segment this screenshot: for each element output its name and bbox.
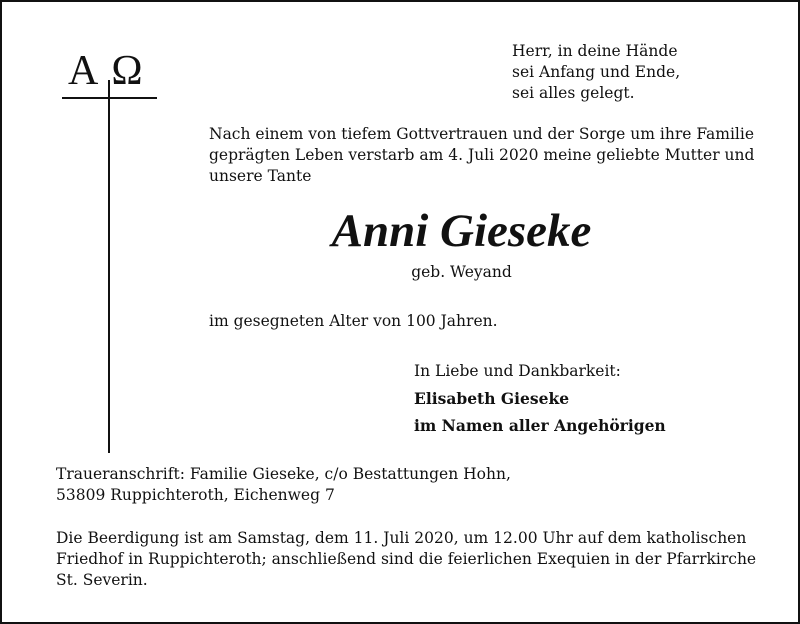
signoff-block [414, 358, 774, 439]
verse-line: sei alles gelegt. [512, 84, 635, 102]
signer-name: Elisabeth Gieseke [414, 389, 570, 408]
age-text: im gesegneten Alter von 100 Jahren. [209, 312, 498, 330]
deceased-name: Anni Gieseke [331, 205, 592, 257]
verse-line: sei Anfang und Ende, [512, 63, 681, 81]
burial-info: Die Beerdigung ist am Samstag, dem 11. Juli 2020, um 12.00 Uhr auf dem katholischen Friedhof in Ruppichteroth; anschließend sind die feierlichen Exequien in der Pfarrkirche St. Severin. [56, 529, 757, 589]
address-line: Traueranschrift: Familie Gieseke, c/o Bestattungen Hohn, [56, 465, 511, 483]
alpha-icon: Α [68, 48, 99, 94]
maiden-name: geb. Weyand [411, 263, 512, 281]
verse-block [512, 41, 762, 104]
address-line: 53809 Ruppichteroth, Eichenweg 7 [56, 486, 335, 504]
verse-line: Herr, in deine Hände [512, 42, 678, 60]
omega-icon: Ω [111, 48, 143, 94]
signoff-intro: In Liebe und Dankbarkeit: [414, 362, 621, 380]
signer-group: im Namen aller Angehörigen [414, 416, 666, 435]
alpha-omega-symbol [68, 50, 143, 92]
mourning-address [56, 464, 776, 506]
cross-vertical-bar [108, 80, 110, 453]
intro-text: Nach einem von tiefem Gottvertrauen und der Sorge um ihre Familie geprägten Leben verstarb am 4. Juli 2020 meine geliebte Mutter und unsere Tante [209, 125, 755, 185]
